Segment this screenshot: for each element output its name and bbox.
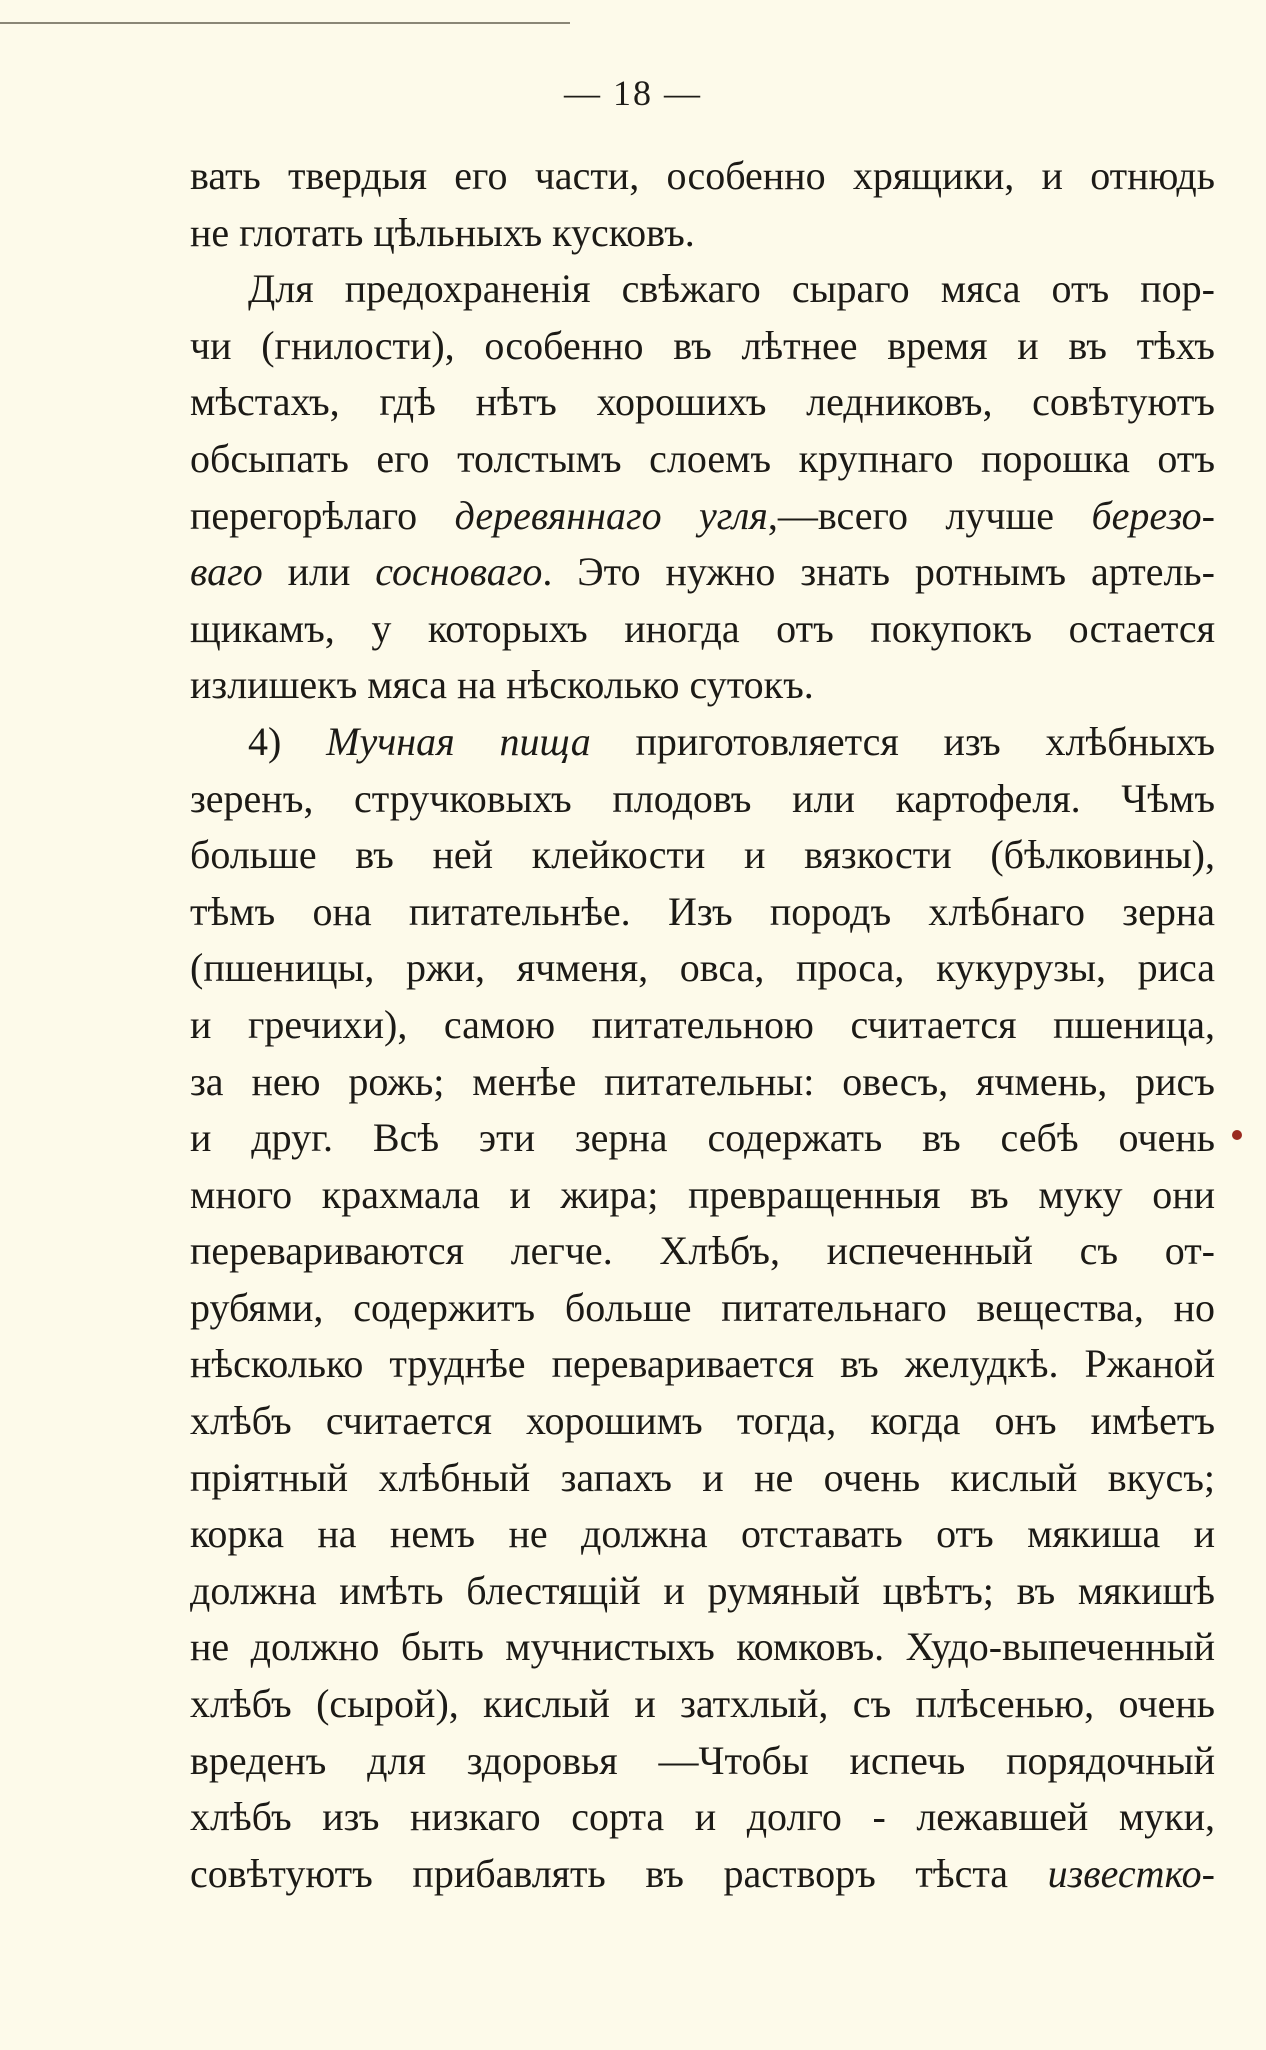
- text-segment: не должно быть мучнистыхъ комковъ. Худо-выпеченный: [190, 1624, 1215, 1670]
- text-segment: за нею рожь; менѣе питательны: овесъ, ячмень, рисъ: [190, 1058, 1215, 1104]
- text-line: [190, 1054, 1215, 1111]
- text-line: [190, 940, 1215, 997]
- text-segment: 4): [248, 718, 327, 764]
- text-line: [190, 714, 1215, 771]
- page-number: — 18 —: [564, 73, 702, 113]
- text-line: [190, 884, 1215, 941]
- text-segment: должна имѣть блестящій и румяный цвѣтъ; въ мякишѣ: [190, 1567, 1215, 1613]
- text-line: [190, 1393, 1215, 1450]
- text-line: [190, 771, 1215, 828]
- text-segment: хлѣбъ изъ низкаго сорта и долго - лежавшей муки,: [190, 1794, 1215, 1840]
- body-text: [190, 148, 1215, 1902]
- text-segment: больше въ ней клейкости и вязкости (бѣлковины),: [190, 832, 1215, 878]
- text-segment: тѣмъ она питательнѣе. Изъ породъ хлѣбнаго зерна: [190, 888, 1215, 934]
- text-line: [190, 261, 1215, 318]
- text-segment: щикамъ, у которыхъ иногда отъ покупокъ остается: [190, 605, 1215, 651]
- text-line: [190, 431, 1215, 488]
- text-line: [190, 1280, 1215, 1337]
- top-rule-divider: [0, 22, 570, 24]
- text-line: [190, 205, 1215, 262]
- text-line: [190, 1619, 1215, 1676]
- text-line: [190, 544, 1215, 601]
- text-segment: и друг. Всѣ эти зерна содержать въ себѣ очень: [190, 1115, 1215, 1161]
- text-segment: пріятный хлѣбный запахъ и не очень кислый вкусъ;: [190, 1454, 1215, 1500]
- italic-term: ваго: [190, 549, 263, 595]
- text-segment: . Это нужно знать ротнымъ артель-: [542, 549, 1215, 595]
- text-segment: зеренъ, стручковыхъ плодовъ или картофеля. Чѣмъ: [190, 775, 1215, 821]
- text-segment: совѣтуютъ прибавлять въ растворъ тѣста: [190, 1850, 1048, 1896]
- italic-term: известко-: [1047, 1850, 1215, 1896]
- text-segment: много крахмала и жира; превращенныя въ муку они: [190, 1171, 1215, 1217]
- italic-term: деревяннаго угля: [454, 492, 768, 538]
- text-segment: или: [262, 549, 376, 595]
- text-segment: хлѣбъ (сырой), кислый и затхлый, съ плѣсенью, очень: [190, 1681, 1215, 1727]
- text-line: [190, 1733, 1215, 1790]
- text-segment: Для предохраненія свѣжаго сыраго мяса отъ пор-: [248, 266, 1215, 312]
- text-segment: корка на немъ не должна отставать отъ мякиша и: [190, 1511, 1215, 1557]
- text-segment: перегорѣлаго: [190, 492, 455, 538]
- text-line: [190, 1676, 1215, 1733]
- text-line: [190, 1336, 1215, 1393]
- text-segment: чи (гнилости), особенно въ лѣтнее время и въ тѣхъ: [190, 322, 1215, 368]
- text-line: [190, 1563, 1215, 1620]
- margin-ink-spot: [1232, 1130, 1242, 1140]
- text-line: [190, 1450, 1215, 1507]
- text-segment: (пшеницы, ржи, ячменя, овса, проса, кукурузы, риса: [190, 945, 1215, 991]
- text-segment: хлѣбъ считается хорошимъ тогда, когда онъ имѣетъ: [190, 1398, 1215, 1444]
- text-line: [190, 1846, 1215, 1903]
- text-line: [190, 657, 1215, 714]
- text-segment: ,—всего лучше: [767, 492, 1092, 538]
- text-segment: и гречихи), самою питательною считается пшеница,: [190, 1001, 1215, 1047]
- text-segment: перевариваются легче. Хлѣбъ, испеченный съ от-: [190, 1228, 1215, 1274]
- text-segment: рубями, содержитъ больше питательнаго вещества, но: [190, 1284, 1215, 1330]
- text-segment: приготовляется изъ хлѣбныхъ: [590, 718, 1215, 764]
- text-line: [190, 1223, 1215, 1280]
- italic-term: березо-: [1091, 492, 1215, 538]
- text-segment: не глотать цѣльныхъ кусковъ.: [190, 209, 695, 255]
- text-line: [190, 374, 1215, 431]
- italic-term: сосноваго: [375, 549, 543, 595]
- text-segment: излишекъ мяса на нѣсколько сутокъ.: [190, 662, 814, 708]
- text-segment: вать твердыя его части, особенно хрящики, и отнюдь: [190, 153, 1215, 198]
- text-line: [190, 1789, 1215, 1846]
- text-line: [190, 601, 1215, 658]
- text-segment: мѣстахъ, гдѣ нѣтъ хорошихъ ледниковъ, совѣтуютъ: [190, 379, 1215, 425]
- text-line: [190, 488, 1215, 545]
- text-line: [190, 318, 1215, 375]
- text-segment: обсыпать его толстымъ слоемъ крупнаго порошка отъ: [190, 435, 1215, 481]
- text-segment: вреденъ для здоровья —Чтобы испечь порядочный: [190, 1737, 1215, 1783]
- text-line: [190, 1110, 1215, 1167]
- text-line: [190, 827, 1215, 884]
- text-line: [190, 148, 1215, 205]
- text-line: [190, 1506, 1215, 1563]
- text-segment: нѣсколько труднѣе переваривается въ желудкѣ. Ржаной: [190, 1341, 1215, 1387]
- text-line: [190, 997, 1215, 1054]
- text-line: [190, 1167, 1215, 1224]
- italic-term: Мучная пища: [326, 718, 591, 764]
